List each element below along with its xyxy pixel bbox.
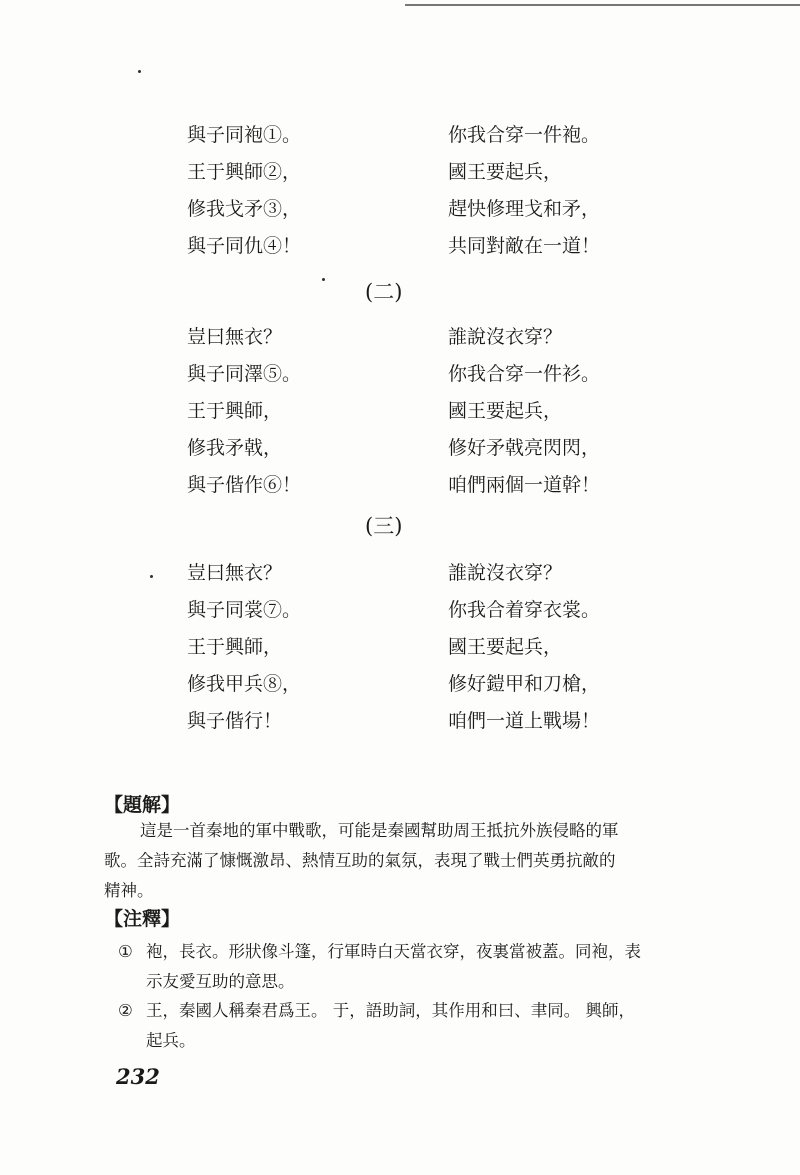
translation-line: 咱們兩個一道幹！: [448, 474, 601, 496]
poem-line: [0, 555, 800, 592]
translation-line: 國王要起兵，: [448, 636, 563, 658]
translation-line: 你我合穿一件衫。: [448, 363, 601, 385]
notes-heading: 【注釋】: [104, 908, 181, 930]
note-line: 袍，長衣。形狀像斗篷，行軍時白天當衣穿，夜裏當被蓋。同袍，表: [146, 942, 641, 961]
poem-line: [0, 703, 800, 740]
translation-line: 咱們一道上戰場！: [448, 710, 601, 732]
translation-line: 誰說沒衣穿？: [448, 562, 563, 584]
original-line: 修我戈矛③，: [187, 198, 302, 220]
translation-line: 國王要起兵，: [448, 400, 563, 422]
translation-line: 修好矛戟亮閃閃，: [448, 437, 601, 459]
original-line: 豈曰無衣？: [187, 326, 283, 348]
original-line: 修我甲兵⑧，: [187, 673, 302, 695]
original-line: 與子同澤⑤。: [187, 363, 302, 385]
poem-line: [0, 191, 800, 228]
translation-line: 你我合穿一件袍。: [448, 124, 601, 146]
poem-line: [0, 629, 800, 666]
stanza-number: (二): [365, 280, 403, 304]
translation-line: 修好鎧甲和刀槍，: [448, 673, 601, 695]
poem-line: [0, 393, 800, 430]
note-text: [146, 996, 670, 1056]
translation-line: 共同對敵在一道！: [448, 235, 601, 257]
poem-line: [0, 666, 800, 703]
poem-line: [0, 592, 800, 629]
poem-line: [0, 430, 800, 467]
translation-line: 國王要起兵，: [448, 161, 563, 183]
poem-line: [0, 319, 800, 356]
original-line: 與子同裳⑦。: [187, 599, 302, 621]
original-line: 王于興師②，: [187, 161, 302, 183]
note-number: ①: [118, 942, 133, 961]
speck: [138, 70, 141, 73]
poem-line: [0, 228, 800, 265]
explanation-paragraph: [104, 816, 670, 906]
poem-line: [0, 154, 800, 191]
original-line: 與子同袍①。: [187, 124, 302, 146]
note-number: ②: [118, 1001, 133, 1020]
stanza-number: (三): [365, 514, 403, 538]
page-number: 232: [116, 1064, 160, 1089]
note-text: [146, 937, 670, 997]
explanation-line: 這是一首秦地的軍中戰歌，可能是秦國幫助周王抵抗外族侵略的軍: [140, 821, 619, 840]
poem-line: [0, 117, 800, 154]
top-border-line: [405, 4, 800, 6]
note-line: 起兵。: [146, 1031, 196, 1050]
original-line: 修我矛戟，: [187, 437, 283, 459]
original-line: 與子偕行！: [187, 710, 283, 732]
note-line: 王，秦國人稱秦君爲王。 于，語助詞，其作用和曰、聿同。 興師，: [146, 1001, 635, 1020]
original-line: 與子偕作⑥！: [187, 474, 302, 496]
explanation-line: 精神。: [104, 881, 154, 900]
explanation-line: 歌。全詩充滿了慷慨激昂、熱情互助的氣氛，表現了戰士們英勇抗敵的: [104, 851, 616, 870]
poem-line: [0, 467, 800, 504]
translation-line: 誰說沒衣穿？: [448, 326, 563, 348]
note-line: 示友愛互助的意思。: [146, 972, 295, 991]
original-line: 王于興師，: [187, 636, 283, 658]
translation-line: 你我合着穿衣裳。: [448, 599, 601, 621]
poem-line: [0, 356, 800, 393]
speck: [322, 278, 325, 281]
original-line: 與子同仇④！: [187, 235, 302, 257]
translation-line: 趕快修理戈和矛，: [448, 198, 601, 220]
original-line: 豈曰無衣？: [187, 562, 283, 584]
explanation-heading: 【題解】: [104, 794, 181, 816]
original-line: 王于興師，: [187, 400, 283, 422]
